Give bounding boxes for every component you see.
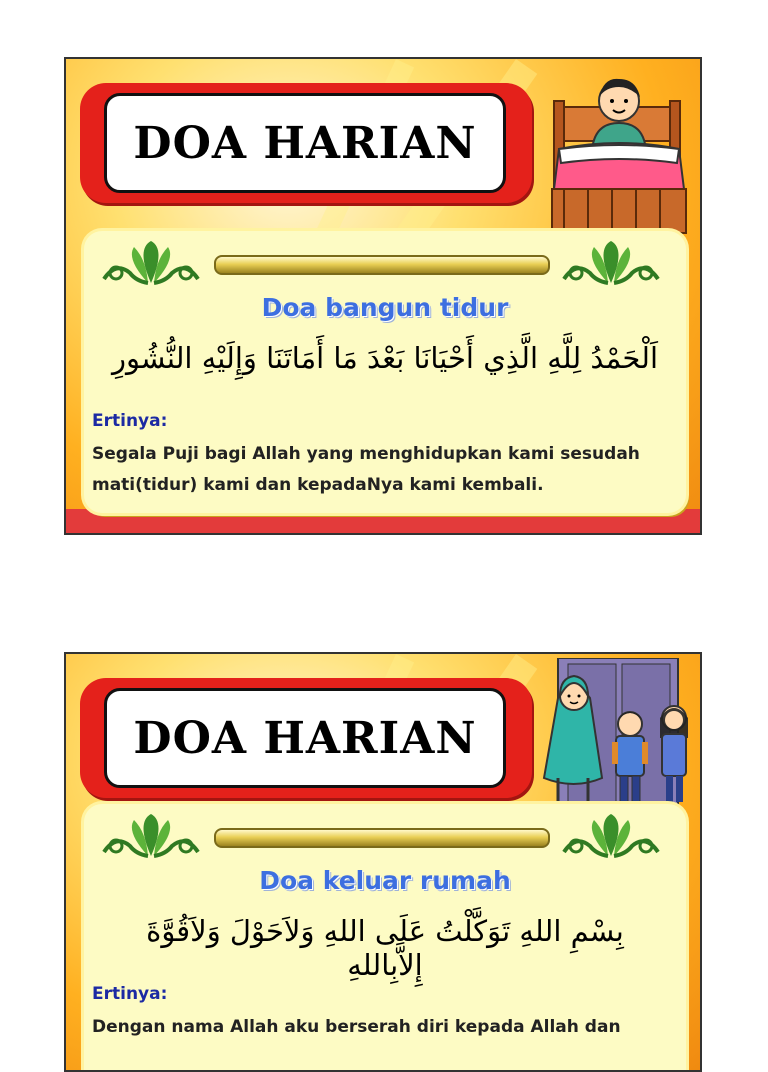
title-frame	[80, 678, 532, 798]
floral-ornament-icon	[96, 812, 206, 860]
content-panel	[84, 231, 686, 513]
doa-card-bangun-tidur	[64, 57, 702, 535]
mother-and-children-illustration	[528, 658, 700, 818]
golden-divider	[214, 255, 550, 275]
golden-divider	[214, 828, 550, 848]
title-box	[104, 688, 506, 788]
meaning-text	[92, 439, 676, 501]
doa-subtitle: Doa keluar rumah	[259, 866, 511, 895]
meaning-label: Ertinya:	[92, 984, 168, 1004]
doa-card-keluar-rumah	[64, 652, 702, 1072]
arabic-prayer-text: اَلْحَمْدُ لِلَّهِ الَّذِي أَحْيَانَا بَعْدَ مَا أَمَاتَنَا وَإِلَيْهِ النُّشُورِ	[111, 341, 659, 375]
boy-in-bed-illustration	[544, 71, 694, 251]
doa-subtitle: Doa bangun tidur	[261, 293, 509, 322]
card-title: DOA HARIAN	[133, 117, 477, 169]
meaning-line: Dengan nama Allah aku berserah diri kepada Allah dan	[92, 1017, 621, 1037]
meaning-text	[92, 1012, 676, 1043]
meaning-line: Segala Puji bagi Allah yang menghidupkan kami sesudah	[92, 444, 640, 464]
floral-ornament-icon	[556, 239, 666, 287]
title-frame	[80, 83, 532, 203]
meaning-label: Ertinya:	[92, 411, 168, 431]
card-title: DOA HARIAN	[133, 712, 477, 764]
meaning-line: mati(tidur) kami dan kepadaNya kami kembali.	[92, 475, 544, 495]
arabic-prayer-text: بِسْمِ اللهِ تَوَكَّلْتُ عَلَى اللهِ وَلاَحَوْلَ وَلاَقُوَّةَ إِلاَّبِاللهِ	[146, 914, 624, 982]
content-panel	[84, 804, 686, 1072]
title-box	[104, 93, 506, 193]
floral-ornament-icon	[556, 812, 666, 860]
floral-ornament-icon	[96, 239, 206, 287]
